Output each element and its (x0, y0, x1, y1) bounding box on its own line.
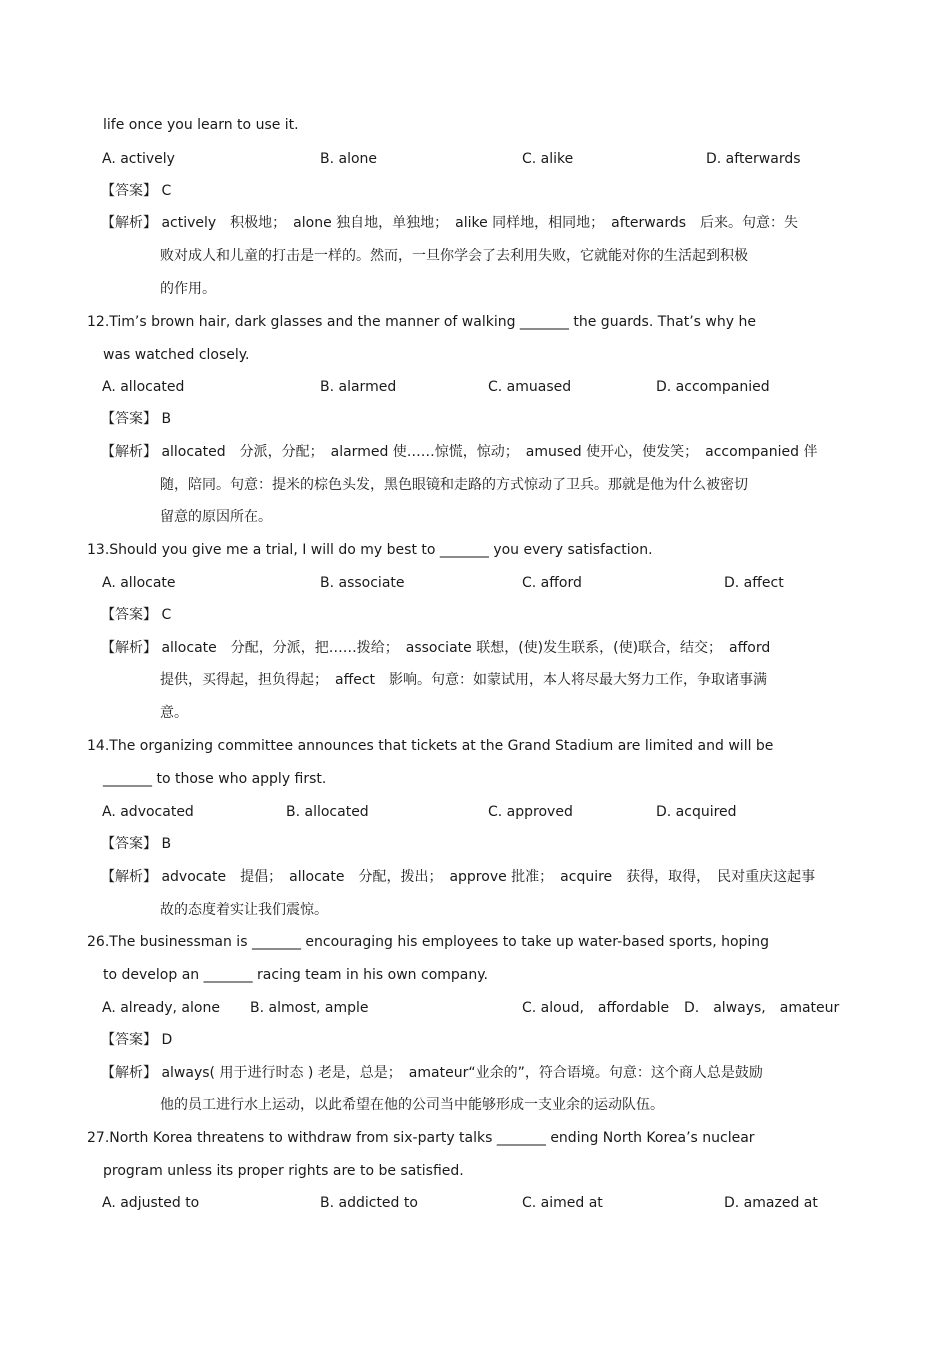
q11-explanation-3: 的作用。 (160, 281, 216, 297)
q27-option-c: C. aimed at (522, 1195, 603, 1211)
q11-option-c: C. alike (522, 151, 574, 167)
q26-answer: 【答案】 D (101, 1032, 173, 1048)
q27-option-d: D. amazed at (724, 1195, 818, 1211)
q11-explanation-1: 【解析】 actively 积极地； alone 独自地，单独地； alike 同样地，相同地； afterwards 后来。句意：失 (101, 215, 799, 231)
q14-option-c: C. approved (488, 804, 573, 820)
q11-option-a: A. actively (102, 151, 175, 167)
q11-explanation-2: 败对成人和儿童的打击是一样的。然而，一旦你学会了去利用失败，它就能对你的生活起到积极 (160, 248, 748, 264)
q12-option-c: C. amuased (488, 379, 572, 395)
q13-stem: 13.Should you give me a trial, I will do my best to _______ you every satisfaction. (87, 542, 653, 558)
q13-explanation-2: 提供，买得起，担负得起； affect 影响。句意：如蒙试用，本人将尽最大努力工作，争取诸事满 (160, 672, 768, 688)
q27-stem-1: 27.North Korea threatens to withdraw from six-party talks _______ ending North Korea’s nuclear (87, 1130, 755, 1146)
q27-option-b: B. addicted to (320, 1195, 418, 1211)
q14-explanation-2: 故的态度着实让我们震惊。 (160, 902, 328, 918)
q13-answer: 【答案】 C (101, 607, 172, 623)
q14-stem-2: _______ to those who apply first. (103, 771, 327, 787)
q26-option-a: A. already, alone (102, 1000, 220, 1016)
q14-stem-1: 14.The organizing committee announces that tickets at the Grand Stadium are limited and will be (87, 738, 774, 754)
q12-answer: 【答案】 B (101, 411, 172, 427)
q14-option-a: A. advocated (102, 804, 194, 820)
q26-option-d: D. always, amateur (684, 1000, 840, 1016)
q13-option-d: D. affect (724, 575, 784, 591)
q26-option-b: B. almost, ample (250, 1000, 369, 1016)
q11-option-b: B. alone (320, 151, 378, 167)
q26-stem-2: to develop an _______ racing team in his own company. (103, 967, 488, 983)
q26-stem-1: 26.The businessman is _______ encouraging his employees to take up water-based sports, hoping (87, 934, 770, 950)
q12-stem-1: 12.Tim’s brown hair, dark glasses and the manner of walking _______ the guards. That’s why he (87, 314, 756, 330)
q12-option-a: A. allocated (102, 379, 185, 395)
q11-answer: 【答案】 C (101, 183, 172, 199)
q14-answer: 【答案】 B (101, 836, 172, 852)
q13-option-c: C. afford (522, 575, 582, 591)
q13-explanation-3: 意。 (160, 705, 188, 721)
q12-option-d: D. accompanied (656, 379, 770, 395)
q27-option-a: A. adjusted to (102, 1195, 200, 1211)
q11-option-d: D. afterwards (706, 151, 801, 167)
q12-explanation-1: 【解析】 allocated 分派，分配； alarmed 使……惊慌，惊动； amused 使开心，使发笑； accompanied 伴 (101, 444, 818, 460)
q13-option-b: B. associate (320, 575, 405, 591)
q12-option-b: B. alarmed (320, 379, 397, 395)
q14-option-b: B. allocated (286, 804, 369, 820)
q12-explanation-2: 随，陪同。句意：提米的棕色头发，黑色眼镜和走路的方式惊动了卫兵。那就是他为什么被密切 (160, 477, 748, 493)
q11-stem-tail: life once you learn to use it. (103, 117, 299, 133)
q13-option-a: A. allocate (102, 575, 176, 591)
q26-option-c: C. aloud, affordable (522, 1000, 670, 1016)
q26-explanation-2: 他的员工进行水上运动，以此希望在他的公司当中能够形成一支业余的运动队伍。 (160, 1097, 664, 1113)
q27-stem-2: program unless its proper rights are to be satisfied. (103, 1163, 464, 1179)
q26-explanation-1: 【解析】 always( 用于进行时态 ) 老是，总是； amateur“业余的”，符合语境。句意：这个商人总是鼓励 (101, 1065, 763, 1081)
q14-option-d: D. acquired (656, 804, 737, 820)
q13-explanation-1: 【解析】 allocate 分配，分派，把……拨给； associate 联想，(使)发生联系，(使)联合，结交； afford (101, 640, 771, 656)
q12-explanation-3: 留意的原因所在。 (160, 509, 272, 525)
q14-explanation-1: 【解析】 advocate 提倡； allocate 分配，拨出； approve 批准； acquire 获得，取得， 民对重庆这起事 (101, 869, 816, 885)
q12-stem-2: was watched closely. (103, 347, 250, 363)
